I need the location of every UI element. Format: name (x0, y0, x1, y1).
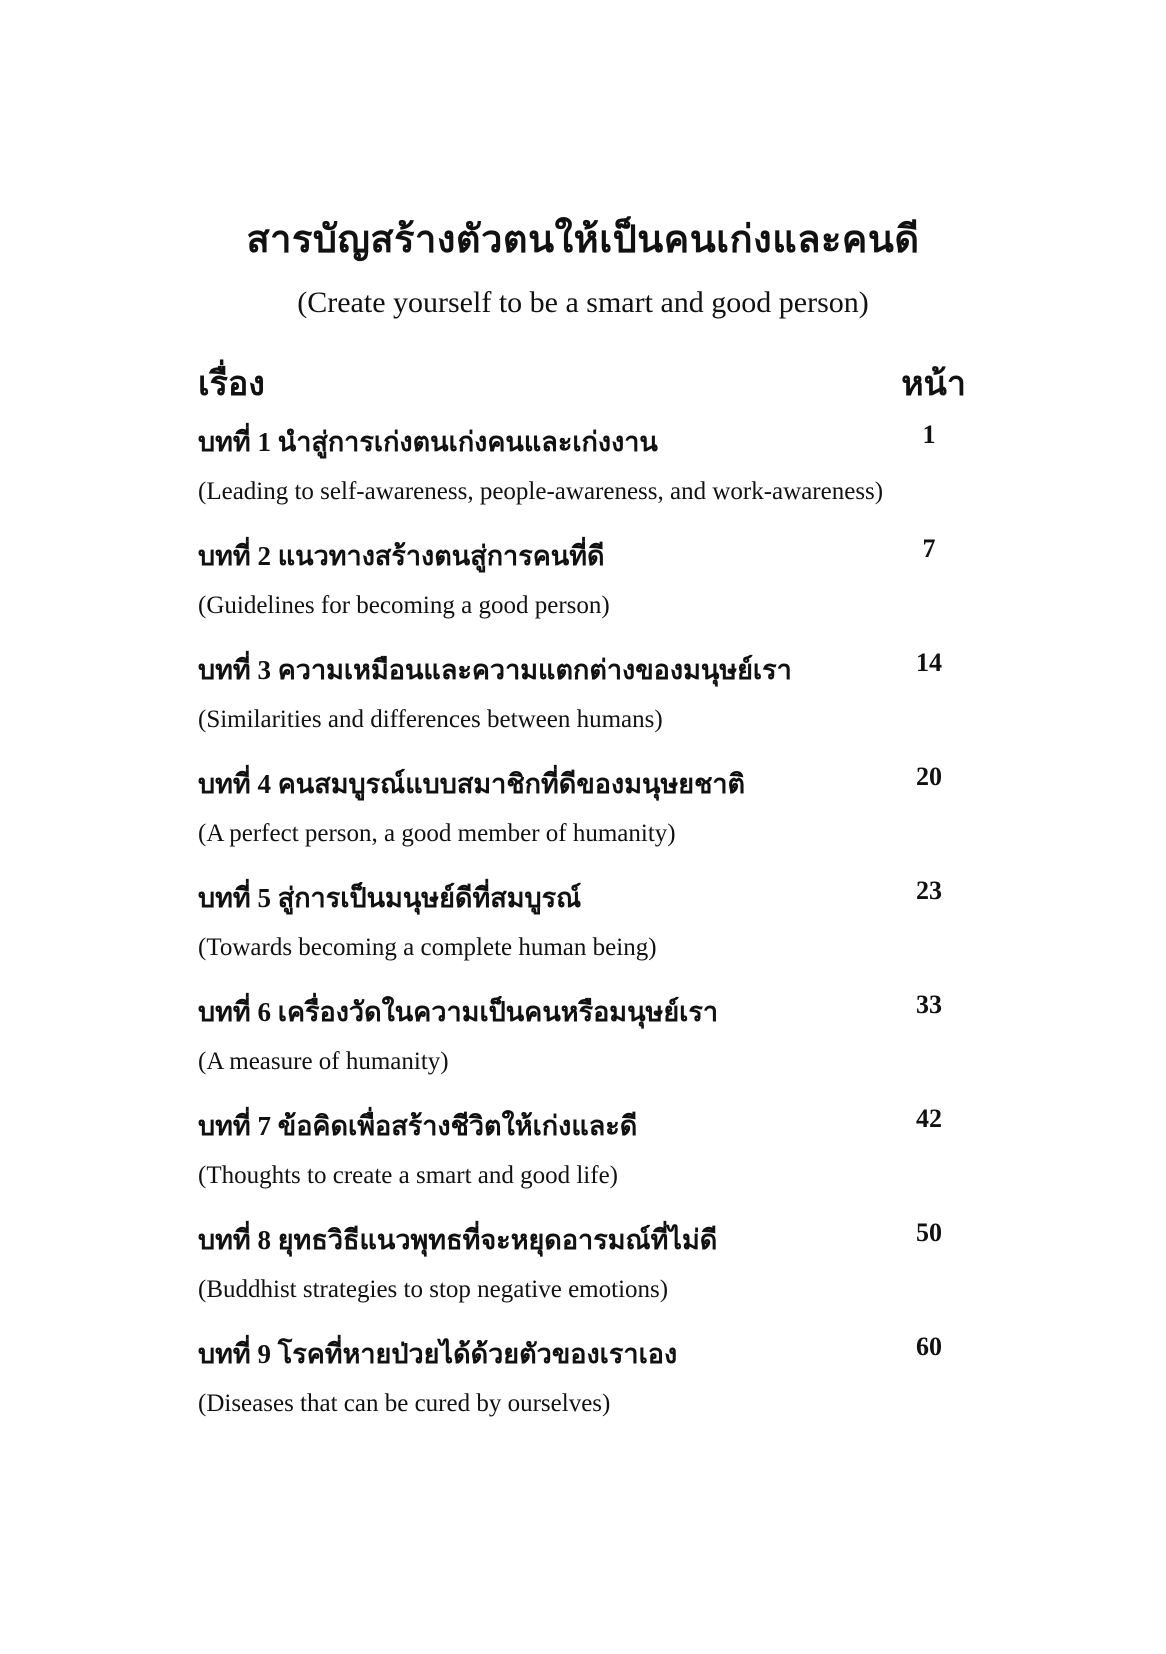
toc-entry-2 (198, 534, 966, 648)
toc-entry-page-number: 60 (916, 1332, 942, 1361)
toc-entry-title-thai: บทที่ 9 โรคที่หายป่วยได้ด้วยตัวของเราเอง (198, 1339, 678, 1369)
toc-entry-title-english: (Towards becoming a complete human being) (198, 934, 657, 961)
toc-entry-title-thai: บทที่ 7 ข้อคิดเพื่อสร้างชีวิตให้เก่งและดี (198, 1111, 638, 1141)
toc-entry-page-number: 1 (922, 420, 936, 449)
toc-entry-title-english: (A measure of humanity) (198, 1048, 449, 1075)
toc-entry-title-english: (Thoughts to create a smart and good life) (198, 1162, 618, 1189)
toc-entry-title-thai: บทที่ 5 สู่การเป็นมนุษย์ดีที่สมบูรณ์ (198, 883, 582, 913)
toc-entry-page-number: 14 (916, 648, 942, 677)
toc-entry-title-english: (Leading to self-awareness, people-awareness, and work-awareness) (198, 478, 884, 505)
toc-entry-page-number: 50 (916, 1218, 942, 1247)
toc-entry-title-english: (A perfect person, a good member of humanity) (198, 820, 676, 847)
toc-entry-page-number: 20 (916, 762, 942, 791)
toc-entry-page-number: 42 (916, 1104, 942, 1133)
toc-entry-title-thai: บทที่ 3 ความเหมือนและความแตกต่างของมนุษย์เรา (198, 655, 792, 685)
toc-entry-title-english: (Similarities and differences between humans) (198, 706, 663, 733)
toc-entry-title-thai: บทที่ 2 แนวทางสร้างตนสู่การคนที่ดี (198, 541, 605, 571)
toc-header-page: หน้า (901, 366, 966, 403)
toc-entry-title-english: (Guidelines for becoming a good person) (198, 592, 610, 619)
toc-entry-7 (198, 1104, 966, 1218)
toc-entry-title-thai: บทที่ 8 ยุทธวิธีแนวพุทธที่จะหยุดอารมณ์ที่ไม่ดี (198, 1225, 718, 1255)
toc-entry-title-english: (Diseases that can be cured by ourselves) (198, 1390, 611, 1417)
toc-header-subject: เรื่อง (198, 366, 265, 403)
toc-header (198, 356, 966, 402)
toc-entry-1 (198, 420, 966, 534)
toc-entry-page-number: 7 (922, 534, 936, 563)
toc-entry-title-english: (Buddhist strategies to stop negative emotions) (198, 1276, 669, 1303)
toc-entry-page-number: 33 (916, 990, 942, 1019)
toc-entry-8 (198, 1218, 966, 1332)
toc-entry-title-thai: บทที่ 4 คนสมบูรณ์แบบสมาชิกที่ดีของมนุษยชาติ (198, 769, 746, 799)
toc-entry-page-number: 23 (916, 876, 942, 905)
toc-entry-title-thai: บทที่ 1 นำสู่การเก่งตนเก่งคนและเก่งงาน (198, 427, 658, 457)
toc-entry-title-thai: บทที่ 6 เครื่องวัดในความเป็นคนหรือมนุษย์เรา (198, 997, 719, 1027)
toc-entry-3 (198, 648, 966, 762)
page-title-thai: สารบัญสร้างตัวตนให้เป็นคนเก่งและคนดี (246, 219, 920, 261)
table-of-contents (198, 420, 966, 1446)
toc-entry-5 (198, 876, 966, 990)
page-title-english: (Create yourself to be a smart and good person) (297, 286, 869, 319)
toc-entry-4 (198, 762, 966, 876)
toc-entry-9 (198, 1332, 966, 1446)
toc-entry-6 (198, 990, 966, 1104)
